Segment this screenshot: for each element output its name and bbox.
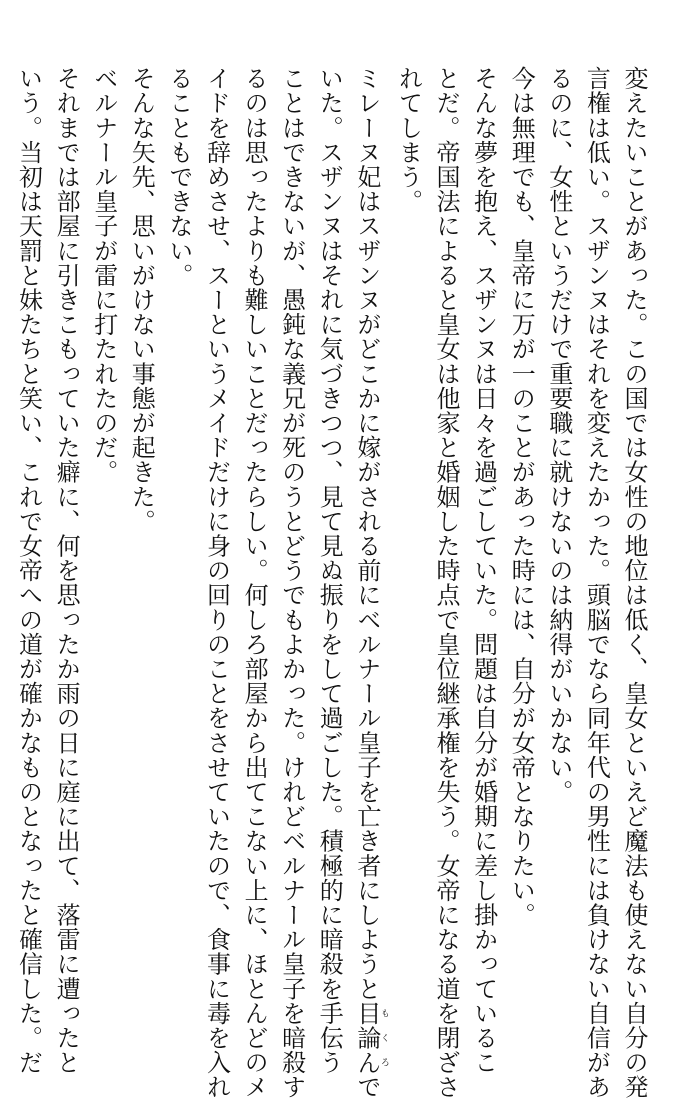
text-line-3: るのに、女性というだけで重要職に就けないのは納得がいかない。 bbox=[544, 66, 573, 804]
text-line-7: れてしまう。 bbox=[394, 66, 423, 214]
text-line-15: ベルナール皇子が雷に打たれたのだ。 bbox=[89, 66, 118, 485]
text-line-9: いた。スザンヌはそれに気づきつつ、見て見ぬ振りをして過ごした。積極的に暗殺を手伝う bbox=[315, 66, 344, 1075]
text-line-4: 今は無理でも、皇帝に万が一のことがあった時には、自分が女帝となりたい。 bbox=[507, 66, 536, 927]
text-line-17: いう。当初は天罰と妹たちと笑い、これで女帝への道が確かなものとなったと確信した。だ bbox=[14, 66, 43, 1075]
ruby-word bbox=[352, 1000, 389, 1075]
text-line-12: イドを辞めさせ、スーというメイドだけに身の回りのことをさせていたので、食事に毒を入れ bbox=[202, 66, 231, 1099]
vertical-text-block bbox=[9, 66, 652, 1099]
text-line-1: 変えたいことがあった。この国では女性の地位は低く、皇女といえど魔法も使えない自分の発 bbox=[620, 66, 648, 1099]
text-line-2: 言権は低い。スザンヌはそれを変えたかった。頭脳でなら同年代の男性には負けない自信があ bbox=[582, 66, 611, 1099]
ruby-base: 目論ん bbox=[352, 1000, 381, 1075]
text-line-8 bbox=[347, 66, 389, 1099]
text-line-6: とだ。帝国法によると皇女は他家と婚姻した時点で皇位継承権を失う。女帝になる道を閉ざさ bbox=[432, 66, 461, 1099]
text-line-14: そんな矢先、思いがけない事態が起きた。 bbox=[127, 66, 156, 534]
text-line-5: そんな夢を抱え、スザンヌは日々を過ごしていた。問題は自分が婚期に差し掛かっているこ bbox=[469, 66, 498, 1075]
text-line-11: るのは思ったよりも難しいことだったらしい。何しろ部屋から出てこない上に、ほとんどのメ bbox=[240, 66, 269, 1099]
text-line-16: それまでは部屋に引きこもっていた癖に、何を思ったか雨の日に庭に出て、落雷に遭ったと bbox=[52, 66, 81, 1075]
text-line-8-main: ミレーヌ妃はスザンヌがどこかに嫁がされる前にベルナール皇子を亡き者にしようと bbox=[352, 66, 381, 1001]
ruby-reading: もくろ bbox=[378, 1000, 389, 1075]
text-line-8-tail: で bbox=[352, 1074, 381, 1099]
text-line-13: ることもできない。 bbox=[164, 66, 193, 288]
text-line-10: ことはできないが、愚鈍な義兄が死のうとどうでもよかった。けれどベルナール皇子を暗殺す bbox=[277, 66, 306, 1099]
